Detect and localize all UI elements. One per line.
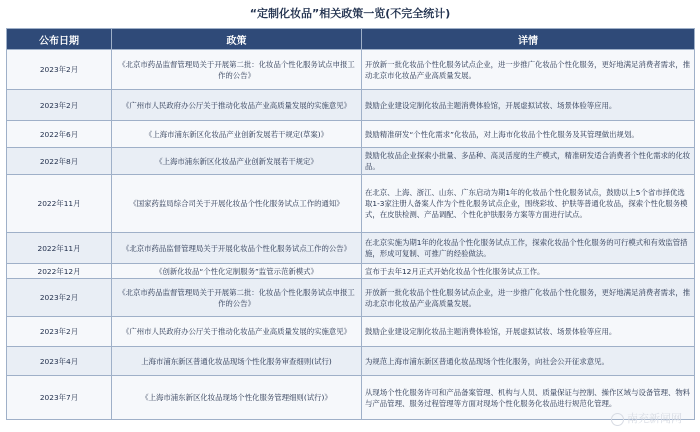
row-policy: 《北京市药品监督管理局关于开展第二批：化妆品个性化服务试点申报工作的公告》 bbox=[112, 279, 362, 317]
table-row bbox=[7, 376, 695, 420]
table-row bbox=[7, 90, 695, 121]
table-row bbox=[7, 121, 695, 148]
row-detail: 宣布于去年12月正式开始化妆品个性化服务试点工作。 bbox=[362, 264, 695, 279]
row-policy: 《上海市浦东新区化妆品现场个性化服务管理细则(试行)》 bbox=[112, 376, 362, 420]
table-row bbox=[7, 317, 695, 347]
row-policy: 《创新化妆品“个性化定制服务”监管示范新模式》 bbox=[112, 264, 362, 279]
row-date: 2023年2月 bbox=[7, 90, 112, 121]
watermark-logo-icon bbox=[611, 413, 624, 426]
row-detail: 在北京、上海、浙江、山东、广东启动为期1年的化妆品个性化服务试点，鼓励以上5个省市择优选取1-3家注册人备案人作为个性化服务试点企业，围绕彩妆、护肤等普通化妆品，探索个性化服务模式，在皮肤检测、产品调配、个性化护肤服务方案等方面进行试点。 bbox=[362, 175, 695, 233]
row-policy: 《北京市药品监督管理局关于开展第二批：化妆品个性化服务试点申报工作的公告》 bbox=[112, 50, 362, 90]
row-policy: 《国家药监局综合司关于开展化妆品个性化服务试点工作的通知》 bbox=[112, 175, 362, 233]
row-date: 2022年12月 bbox=[7, 264, 112, 279]
row-policy: 《上海市浦东新区化妆品产业创新发展若干规定(草案)》 bbox=[112, 121, 362, 148]
row-detail: 在北京实施为期1年的化妆品个性化服务试点工作，探索化妆品个性化服务的可行模式和有效监管措施，形成可复制、可推广的经验做法。 bbox=[362, 233, 695, 264]
row-policy: 《北京市药品监督管理局关于开展化妆品个性化服务试点工作的公告》 bbox=[112, 233, 362, 264]
row-detail: 从现场个性化服务许可和产品备案管理、机构与人员、质量保证与控制、操作区域与设备管理、物料与产品管理、服务过程管理等方面对现场个性化服务化妆品进行规范化管理。 bbox=[362, 376, 695, 420]
row-date: 2023年4月 bbox=[7, 347, 112, 376]
row-detail: 鼓励企业建设定制化妆品主题消费体验馆，开展虚拟试妆、场景体验等应用。 bbox=[362, 317, 695, 347]
table-row bbox=[7, 264, 695, 279]
row-detail: 开放新一批化妆品个性化服务试点企业，进一步推广化妆品个性化服务，更好地满足消费者需求，推动北京市化妆品产业高质量发展。 bbox=[362, 50, 695, 90]
table-row bbox=[7, 347, 695, 376]
table-row bbox=[7, 233, 695, 264]
policy-table bbox=[6, 28, 695, 420]
row-date: 2022年11月 bbox=[7, 233, 112, 264]
row-date: 2023年2月 bbox=[7, 279, 112, 317]
page-title: “定制化妆品”相关政策一览(不完全统计) bbox=[249, 7, 451, 20]
row-detail: 鼓励化妆品企业探索小批量、多品种、高灵活度的生产模式，精准研发适合消费者个性化需求的化妆品。 bbox=[362, 148, 695, 175]
row-date: 2023年2月 bbox=[7, 317, 112, 347]
row-date: 2022年8月 bbox=[7, 148, 112, 175]
row-detail: 鼓励精准研发“个性化需求”化妆品，对上海市化妆品个性化服务及其管理做出规划。 bbox=[362, 121, 695, 148]
table-row bbox=[7, 175, 695, 233]
row-detail: 开放新一批化妆品个性化服务试点企业，进一步推广化妆品个性化服务，更好地满足消费者需求，推动北京市化妆品产业高质量发展。 bbox=[362, 279, 695, 317]
table-row bbox=[7, 50, 695, 90]
row-detail: 鼓励企业建设定制化妆品主题消费体验馆，开展虚拟试妆、场景体验等应用。 bbox=[362, 90, 695, 121]
header-date: 公布日期 bbox=[7, 29, 112, 50]
row-date: 2022年6月 bbox=[7, 121, 112, 148]
header-detail: 详情 bbox=[362, 29, 695, 50]
header-policy: 政策 bbox=[112, 29, 362, 50]
row-policy: 《上海市浦东新区化妆品产业创新发展若干规定》 bbox=[112, 148, 362, 175]
table-row bbox=[7, 148, 695, 175]
row-date: 2022年11月 bbox=[7, 175, 112, 233]
row-date: 2023年2月 bbox=[7, 50, 112, 90]
watermark bbox=[611, 410, 682, 426]
watermark-text: 南充新闻网 bbox=[627, 412, 682, 425]
row-detail: 为规范上海市浦东新区普通化妆品现场个性化服务，向社会公开征求意见。 bbox=[362, 347, 695, 376]
row-policy: 《广州市人民政府办公厅关于推动化妆品产业高质量发展的实施意见》 bbox=[112, 317, 362, 347]
row-date: 2023年7月 bbox=[7, 376, 112, 420]
table-row bbox=[7, 279, 695, 317]
row-policy: 上海市浦东新区普通化妆品现场个性化服务审查细则(试行) bbox=[112, 347, 362, 376]
row-policy: 《广州市人民政府办公厅关于推动化妆品产业高质量发展的实施意见》 bbox=[112, 90, 362, 121]
table-header-row bbox=[7, 29, 695, 50]
